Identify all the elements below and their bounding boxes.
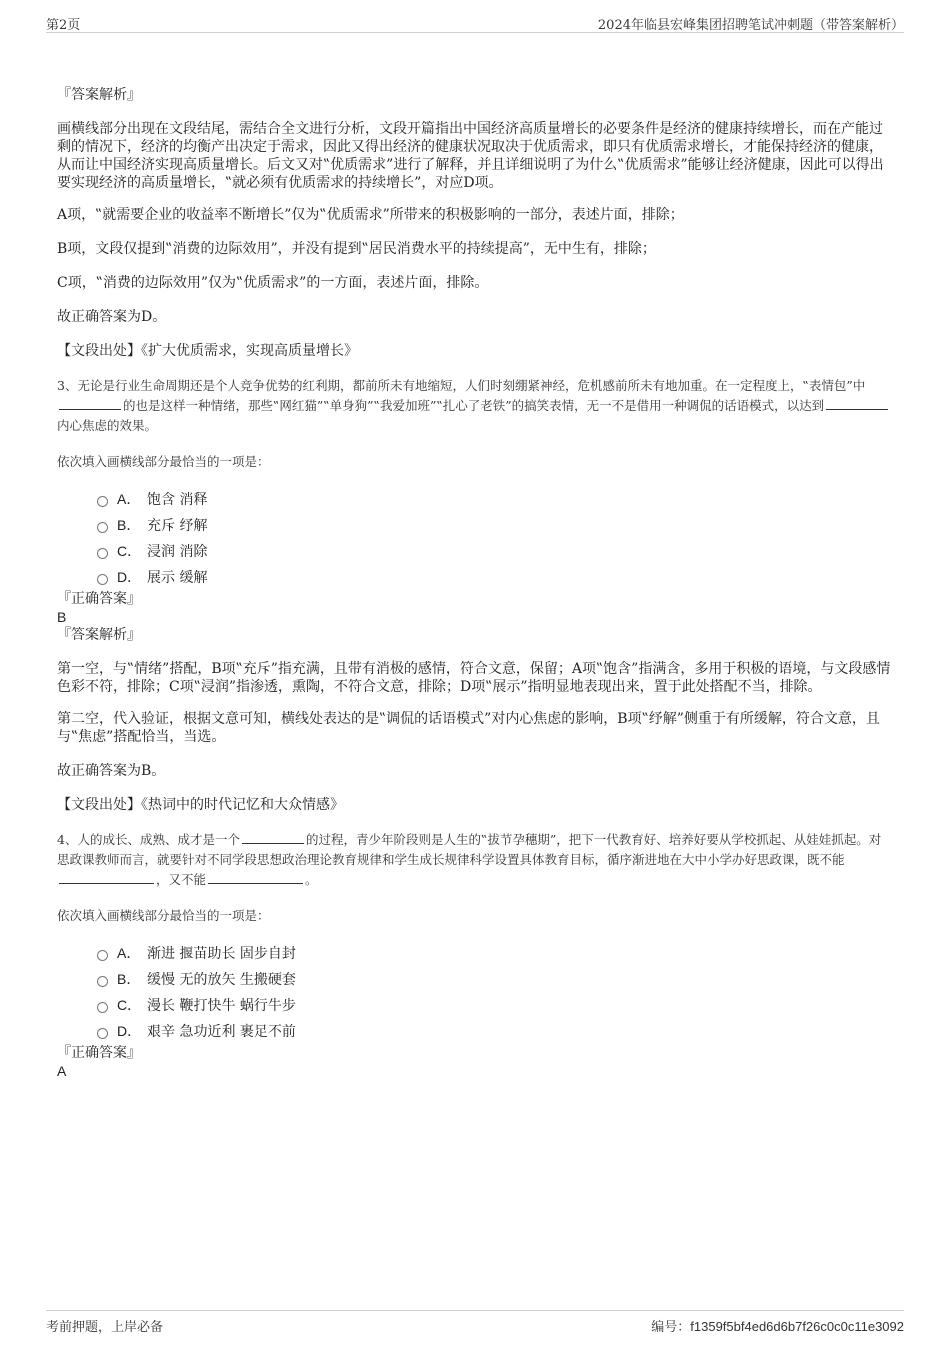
radio-icon[interactable]	[97, 976, 108, 987]
analysis-option-b: B项，文段仅提到‟消费的边际效用”，并没有提到‟居民消费水平的持续提高”，无中生有，排除；	[57, 241, 656, 257]
analysis-option-a: A项，‟就需要企业的收益率不断增长”仅为‟优质需求”所带来的积极影响的一部分，表述片面，排除；	[57, 207, 684, 223]
correct-answer: B	[57, 609, 67, 625]
footer-slogan: 考前押题，上岸必备	[46, 1320, 164, 1335]
question-3-options	[97, 486, 892, 590]
option-d[interactable]: D． 艰辛 急功近利 裹足不前	[97, 1018, 892, 1044]
question-4-stem: 4、人的成长、成熟、成才是一个 的过程，青少年阶段则是人生的‟拔节孕穗期”，把下一代教育好、培养好要从学校抓起、从娃娃抓起。对思政课教师而言，就要针对不同学段思想政治理论教育规律和学生成长规律科学设置具体教育目标，循序渐进地在大中小学办好思政课，既不能，又不能 。	[57, 832, 882, 887]
radio-icon[interactable]	[97, 1002, 108, 1013]
analysis-paragraph: 第一空，与‟情绪”搭配，B项‟充斥”指充满，且带有消极的感情，符合文意，保留；A项‟饱含”指满含，多用于积极的语境，与文段感情色彩不符，排除；C项‟浸润”指渗透，熏陶，不符合文意，排除；D项‟展示”指明显地表现出来，置于此处搭配不当，排除。	[57, 661, 891, 695]
fill-blank	[208, 871, 303, 884]
fill-blank	[59, 397, 121, 410]
correct-answer-heading: 『正确答案』	[57, 591, 141, 607]
radio-icon[interactable]	[97, 950, 108, 961]
fill-blank	[242, 831, 304, 844]
page-content	[57, 86, 892, 1080]
fill-blank	[826, 397, 888, 410]
analysis-option-c: C项，‟消费的边际效用”仅为‟优质需求”的一方面，表述片面，排除。	[57, 275, 489, 291]
radio-icon[interactable]	[97, 548, 108, 559]
question-4-prompt: 依次填入画横线部分最恰当的一项是：	[57, 908, 270, 923]
option-a[interactable]: A． 饱含 消释	[97, 486, 892, 512]
source-citation: 【文段出处】《热词中的时代记忆和大众情感》	[57, 797, 344, 813]
question-4-options	[97, 940, 892, 1044]
source-citation: 【文段出处】《扩大优质需求，实现高质量增长》	[57, 343, 358, 359]
option-b[interactable]: B． 缓慢 无的放矢 生搬硬套	[97, 966, 892, 992]
fill-blank	[59, 871, 154, 884]
question-3-prompt: 依次填入画横线部分最恰当的一项是：	[57, 454, 270, 469]
question-3-stem: 3、无论是行业生命周期还是个人竞争优势的红利期，都前所未有地缩短，人们时刻绷紧神经，危机感前所未有地加重。在一定程度上，‟表情包”中的也是这样一种情绪，那些‟网红猫”‟单身狗”‟我爱加班”‟扎心了老铁”的搞笑表情，无一不是借用一种调侃的话语模式，以达到内心焦虑的效果。	[57, 376, 892, 436]
page-footer	[46, 1310, 904, 1333]
radio-icon[interactable]	[97, 1028, 108, 1039]
option-a[interactable]: A． 渐进 揠苗助长 固步自封	[97, 940, 892, 966]
analysis-heading: 『答案解析』	[57, 87, 141, 103]
page-header	[46, 10, 904, 33]
answer-conclusion: 故正确答案为D。	[57, 309, 167, 325]
answer-conclusion: 故正确答案为B。	[57, 763, 166, 779]
document-code: 编号：f1359f5bf4ed6d6b7f26c0c0c11e3092	[651, 1319, 904, 1334]
radio-icon[interactable]	[97, 496, 108, 507]
option-c[interactable]: C． 浸润 消除	[97, 538, 892, 564]
analysis-paragraph: 第二空，代入验证，根据文意可知，横线处表达的是‟调侃的话语模式”对内心焦虑的影响，B项‟纾解”侧重于有所缓解，符合文意，且与‟焦虑”搭配恰当，当选。	[57, 711, 880, 745]
option-b[interactable]: B． 充斥 纾解	[97, 512, 892, 538]
analysis-paragraph: 画横线部分出现在文段结尾，需结合全文进行分析，文段开篇指出中国经济高质量增长的必要条件是经济的健康持续增长，而在产能过剩的情况下，经济的均衡产出决定于需求，因此又得出经济的健康状况取决于优质需求，即只有优质需求增长，才能保持经济的健康，从而让中国经济实现高质量增长。后文又对‟优质需求”进行了解释，并且详细说明了为什么‟优质需求”能够让经济健康，因此可以得出要实现经济的高质量增长，‟就必须有优质需求的持续增长”，对应D项。	[57, 121, 884, 191]
document-title: 2024年临县宏峰集团招聘笔试冲刺题（带答案解析）	[597, 18, 904, 33]
correct-answer: A	[57, 1063, 67, 1079]
correct-answer-heading: 『正确答案』	[57, 1045, 141, 1061]
analysis-heading: 『答案解析』	[57, 627, 141, 643]
option-c[interactable]: C． 漫长 鞭打快牛 蜗行牛步	[97, 992, 892, 1018]
page-number: 第2页	[46, 18, 81, 33]
radio-icon[interactable]	[97, 574, 108, 585]
option-d[interactable]: D． 展示 缓解	[97, 564, 892, 590]
radio-icon[interactable]	[97, 522, 108, 533]
